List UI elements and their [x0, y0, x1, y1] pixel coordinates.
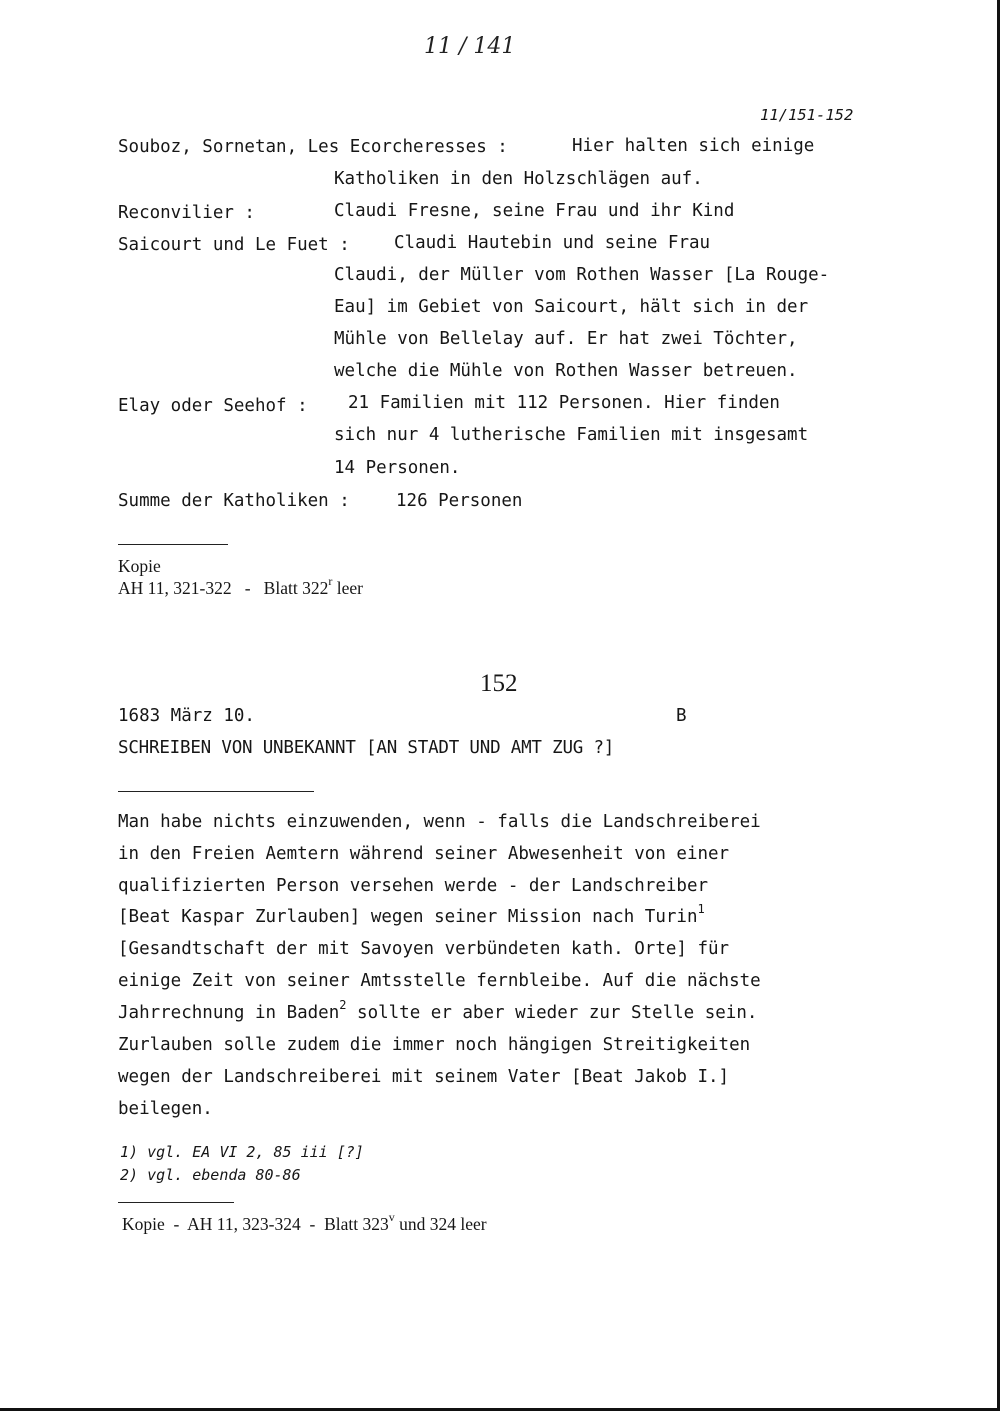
entry-text-line: 21 Familien mit 112 Personen. Hier finden [348, 393, 780, 413]
footnote: 2) vgl. ebenda 80-86 [120, 1166, 301, 1184]
body-line: beilegen. [118, 1099, 213, 1119]
page-reference: 11/151-152 [760, 106, 854, 124]
document-date: 1683 März 10. [118, 706, 255, 726]
body-line: Man habe nichts einzuwenden, wenn - falls die Landschreiberei [118, 812, 761, 832]
body-line: [Gesandtschaft der mit Savoyen verbündeten kath. Orte] für [118, 939, 730, 959]
body-line: qualifizierten Person versehen werde - der Landschreiber [118, 876, 709, 896]
separator-rule [118, 544, 228, 545]
entry-text-line: Claudi, der Müller vom Rothen Wasser [La Rouge- [334, 265, 830, 285]
source-reference: Kopie - AH 11, 323-324 - Blatt 323$^v$ und 324 leer [122, 1210, 487, 1234]
footnote-marker: 1 [697, 902, 705, 916]
source-label: Kopie [118, 556, 161, 576]
entry-place-summe: Summe der Katholiken : [118, 491, 350, 511]
body-line: [Beat Kaspar Zurlauben] wegen seiner Mission nach Turin$^1$ [118, 902, 705, 927]
body-line: Jahrrechnung in Baden$^2$ sollte er aber wieder zur Stelle sein. [118, 998, 758, 1023]
entry-place-elay: Elay oder Seehof : [118, 396, 308, 416]
separator-rule [118, 1202, 234, 1203]
entry-text-line: welche die Mühle von Rothen Wasser betreuen. [334, 361, 798, 381]
entry-text-line: Katholiken in den Holzschlägen auf. [334, 169, 703, 189]
separator-rule [118, 791, 314, 792]
entry-text-line: Claudi Fresne, seine Frau und ihr Kind [334, 201, 735, 221]
footnote-marker: 2 [339, 998, 347, 1012]
entry-text-line: 14 Personen. [334, 458, 461, 478]
footnote: 1) vgl. EA VI 2, 85 iii [?] [120, 1143, 364, 1161]
body-line: einige Zeit von seiner Amtsstelle fernbleibe. Auf die nächste [118, 971, 761, 991]
entry-place-reconvilier: Reconvilier : [118, 203, 255, 223]
entry-place-souboz: Souboz, Sornetan, Les Ecorcheresses : [118, 137, 508, 157]
entry-text-line: Mühle von Bellelay auf. Er hat zwei Töchter, [334, 329, 798, 349]
document-letter: B [676, 706, 687, 726]
body-line: in den Freien Aemtern während seiner Abwesenheit von einer [118, 844, 730, 864]
entry-place-saicourt: Saicourt und Le Fuet : [118, 235, 350, 255]
source-reference: AH 11, 321-322 - Blatt 322$^r$ leer [118, 574, 363, 598]
entry-text-line: 126 Personen [396, 491, 523, 511]
body-line: wegen der Landschreiberei mit seinem Vater [Beat Jakob I.] [118, 1067, 730, 1087]
entry-text-line: sich nur 4 lutherische Familien mit insgesamt [334, 425, 809, 445]
entry-text-line: Claudi Hautebin und seine Frau [394, 233, 711, 253]
body-line: Zurlauben solle zudem die immer noch hängigen Streitigkeiten [118, 1035, 751, 1055]
document-heading: SCHREIBEN VON UNBEKANNT [AN STADT UND AMT ZUG ?] [118, 738, 615, 758]
entry-text-line: Eau] im Gebiet von Saicourt, hält sich in der [334, 297, 809, 317]
document-number: 152 [480, 670, 518, 697]
handwritten-page-mark: 11 / 141 [424, 34, 516, 59]
entry-text-line: Hier halten sich einige [572, 136, 815, 156]
